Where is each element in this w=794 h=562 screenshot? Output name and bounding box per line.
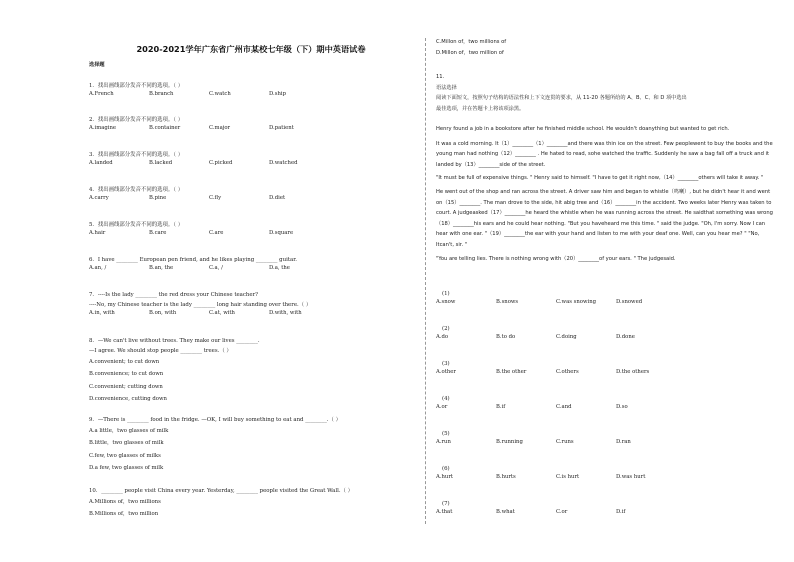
answer-option: B.an, the: [149, 265, 174, 271]
sub-question-number: (4): [442, 396, 450, 402]
answer-option: D.snowed: [616, 299, 643, 305]
question-item: [89, 255, 409, 275]
sub-question: [436, 500, 736, 519]
sub-question: [436, 290, 736, 309]
answer-option: C.at, with: [209, 310, 235, 316]
sub-question: [436, 325, 736, 344]
sub-question-number: (7): [442, 501, 450, 507]
sub-question: [436, 430, 736, 449]
answer-option: A.snow: [436, 299, 456, 305]
answer-option: D.diet: [269, 195, 286, 201]
answer-option: C.runs: [556, 439, 574, 445]
sub-question-number: (5): [442, 431, 450, 437]
option-row: [436, 404, 736, 414]
question-stem: 4．找出画线部分发音不同的选项。（ ）: [89, 187, 184, 193]
answer-option: B.lacked: [149, 160, 173, 166]
answer-option: A.imagine: [89, 125, 117, 131]
answer-option: D.a, the: [269, 265, 290, 271]
answer-option: C.is hurt: [556, 474, 580, 480]
question-item: [89, 81, 409, 101]
option-row: [89, 91, 409, 101]
answer-option: B.if: [496, 404, 506, 410]
answer-option: D.watched: [269, 160, 298, 166]
question-item: [89, 486, 409, 521]
sub-question-number: (3): [442, 361, 450, 367]
option-row: [436, 474, 736, 484]
answer-option: C.watch: [209, 91, 231, 97]
answer-option: C.are: [209, 230, 224, 236]
question-11: [436, 72, 776, 114]
answer-option: B.branch: [149, 91, 174, 97]
answer-option: D.ran: [616, 439, 631, 445]
sub-question: [436, 360, 736, 379]
option-row: [89, 195, 409, 205]
answer-option: A.hurt: [436, 474, 453, 480]
section-label: 选择题: [89, 62, 105, 68]
answer-option: D.was hurt: [616, 474, 646, 480]
question-stem: 6．I have ________ European pen friend, and he likes playing ________ guitar.: [89, 257, 297, 263]
answer-option: B.what: [496, 509, 515, 515]
answer-option: C.major: [209, 125, 231, 131]
option-row: [89, 160, 409, 170]
answer-option: C.doing: [556, 334, 577, 340]
answer-option: D.done: [616, 334, 635, 340]
passage-paragraph: "It must be full of expensive things. " Henry said to himself. "I have to get it right now,（14）________others will take it away. ": [436, 175, 764, 182]
answer-option: B.the other: [496, 369, 527, 375]
passage-paragraph: "You are telling lies. There is nothing wrong with（20）________of your ears. " The judgesaid.: [436, 255, 676, 262]
answer-option: A.an, /: [89, 265, 107, 271]
question-stem: 2．找出画线部分发音不同的选项。（ ）: [89, 117, 184, 123]
answer-option: C.and: [556, 404, 572, 410]
sub-question-number: (1): [442, 291, 450, 297]
option-row: [89, 310, 409, 320]
answer-option: D.with, with: [269, 310, 302, 316]
option-row: [436, 509, 736, 519]
answer-option: D.square: [269, 230, 294, 236]
answer-option: A.in, with: [89, 310, 115, 316]
answer-option: C.others: [556, 369, 579, 375]
answer-option: A.other: [436, 369, 456, 375]
sub-question-number: (6): [442, 466, 450, 472]
answer-option: A.landed: [89, 160, 113, 166]
answer-option: B.container: [149, 125, 181, 131]
answer-option: B.hurts: [496, 474, 516, 480]
question-item: [89, 336, 409, 405]
answer-option: C.fly: [209, 195, 222, 201]
answer-option: D.a few, two glasses of milk: [89, 464, 164, 471]
cloze-passage: [436, 124, 776, 264]
question-stem-line: ----No, my Chinese teacher is the lady ________ long hair standing over there.（ ）: [89, 302, 312, 308]
answer-option: B.snows: [496, 299, 519, 305]
question-stem: 10．________ people visit China every year. Yesterday, ________ people visited the Great Wall.（ ）: [89, 488, 354, 494]
continued-options: [436, 37, 776, 58]
option-row: [436, 369, 736, 379]
question-stem-line: —I agree. We should stop people ________ trees.（ ）: [89, 348, 232, 354]
question-item: [89, 415, 409, 474]
answer-option: C.picked: [209, 160, 233, 166]
answer-option: C.or: [556, 509, 568, 515]
question-item: [89, 220, 409, 240]
option-row: [436, 439, 736, 449]
answer-option: C.was snowing: [556, 299, 596, 305]
answer-option: B.running: [496, 439, 523, 445]
passage-paragraph: He went out of the shop and ran across the street. A driver saw him and began to whistle（鸣喇）, but he didn't hear it and went on（15）________. The man drove to the side, hit abig tree and（16）________in the accident. Two weeks later Henry was taken to court. A judgeasked（17）________he heard the whistle when he was running across the street. He saidthat something was wrong（18）________his ears and he could hear nothing. "But you haveheard me this time. " said the judge. "Oh, I'm sorry. Now I can hear with one ear. "（19）________the ear with your hand and listen to me with your deaf one. Well, can you hear me? " "No, Itcan't, sir. ": [436, 188, 773, 248]
question-stem-line: 8．—We can't live without trees. They make our lives ________.: [89, 338, 260, 344]
sub-question: [436, 465, 736, 484]
answer-option: B.on, with: [149, 310, 177, 316]
answer-option: B.care: [149, 230, 167, 236]
sub-question-number: (2): [442, 326, 450, 332]
answer-option: B.Millions of，two million: [89, 511, 159, 518]
question-stem: 5．找出画线部分发音不同的选项。（ ）: [89, 222, 184, 228]
option-line: D.Millon of，two million of: [436, 49, 504, 56]
answer-option: A.carry: [89, 195, 109, 201]
passage-paragraph: It was a cold morning. It（1）________（1）________and there was thin ice on the street. Few peoplewent to buy the books and the young man had nothing（12）________ . He hated to read, sohe watched the traffic. Suddenly he saw a bag fall off a truck and it landed by（13）________side of the street.: [436, 140, 773, 168]
question-item: [89, 150, 409, 170]
answer-option: D.convenience, cutting down: [89, 395, 167, 402]
question-stem: 1．找出画线部分发音不同的选项。（ ）: [89, 83, 184, 89]
question-number: 11.: [436, 74, 445, 80]
answer-option: B.convenience; to cut down: [89, 371, 164, 378]
option-row: [89, 230, 409, 240]
answer-option: D.patient: [269, 125, 294, 131]
instruction-line: 阅读下面短文，按照句子结构的语法性和上下文连贯的要求，从 11-20 各题所给的 A、B、C、和 D 项中选出: [436, 95, 687, 102]
question-item: [89, 290, 409, 320]
answer-option: A.French: [89, 91, 114, 97]
answer-option: A.a little，two glasses of milk: [89, 428, 169, 434]
answer-option: C.a, /: [209, 265, 223, 271]
answer-option: B.to do: [496, 334, 516, 340]
question-stem-line: 7．----Is the lady ________ the red dress your Chinese teacher?: [89, 292, 259, 298]
question-stem: 9．—There is ________ food in the fridge. —OK, I will buy something to eat and ________.（ ）: [89, 417, 341, 423]
answer-option: D.if: [616, 509, 626, 515]
option-row: [89, 265, 409, 275]
sub-question: [436, 395, 736, 414]
answer-option: B.pine: [149, 195, 167, 201]
passage-paragraph: Henry found a job in a bookstore after he finished middle school. He wouldn't doanything but wanted to get rich.: [436, 126, 730, 132]
option-row: [89, 125, 409, 135]
question-item: [89, 115, 409, 135]
answer-option: D.the others: [616, 369, 650, 375]
exam-title: 2020-2021学年广东省广州市某校七年级（下）期中英语试卷: [136, 44, 366, 54]
answer-option: B.little，two glasses of milk: [89, 440, 164, 447]
answer-option: C.convenient; cutting down: [89, 383, 163, 390]
answer-option: D.so: [616, 404, 628, 410]
answer-option: A.do: [436, 334, 449, 340]
option-row: [436, 299, 736, 309]
answer-option: A.or: [436, 404, 448, 410]
answer-option: A.Millions of，two millions: [89, 499, 161, 505]
option-row: [436, 334, 736, 344]
answer-option: A.hair: [89, 230, 106, 236]
question-item: [89, 185, 409, 205]
option-line: C.Millon of，two millions of: [436, 39, 507, 45]
answer-option: C.few, two glasses of milks: [89, 452, 161, 459]
column-divider: [425, 38, 426, 524]
answer-option: A.convenient; to cut down: [89, 359, 160, 365]
answer-option: D.ship: [269, 91, 286, 97]
answer-option: A.that: [436, 509, 453, 515]
section-heading: 语法选择: [436, 84, 457, 91]
question-stem: 3．找出画线部分发音不同的选项。（ ）: [89, 152, 184, 158]
answer-option: A.run: [436, 439, 451, 445]
instruction-line: 最佳选项，并在答题卡上将该项涂黑。: [436, 105, 525, 112]
